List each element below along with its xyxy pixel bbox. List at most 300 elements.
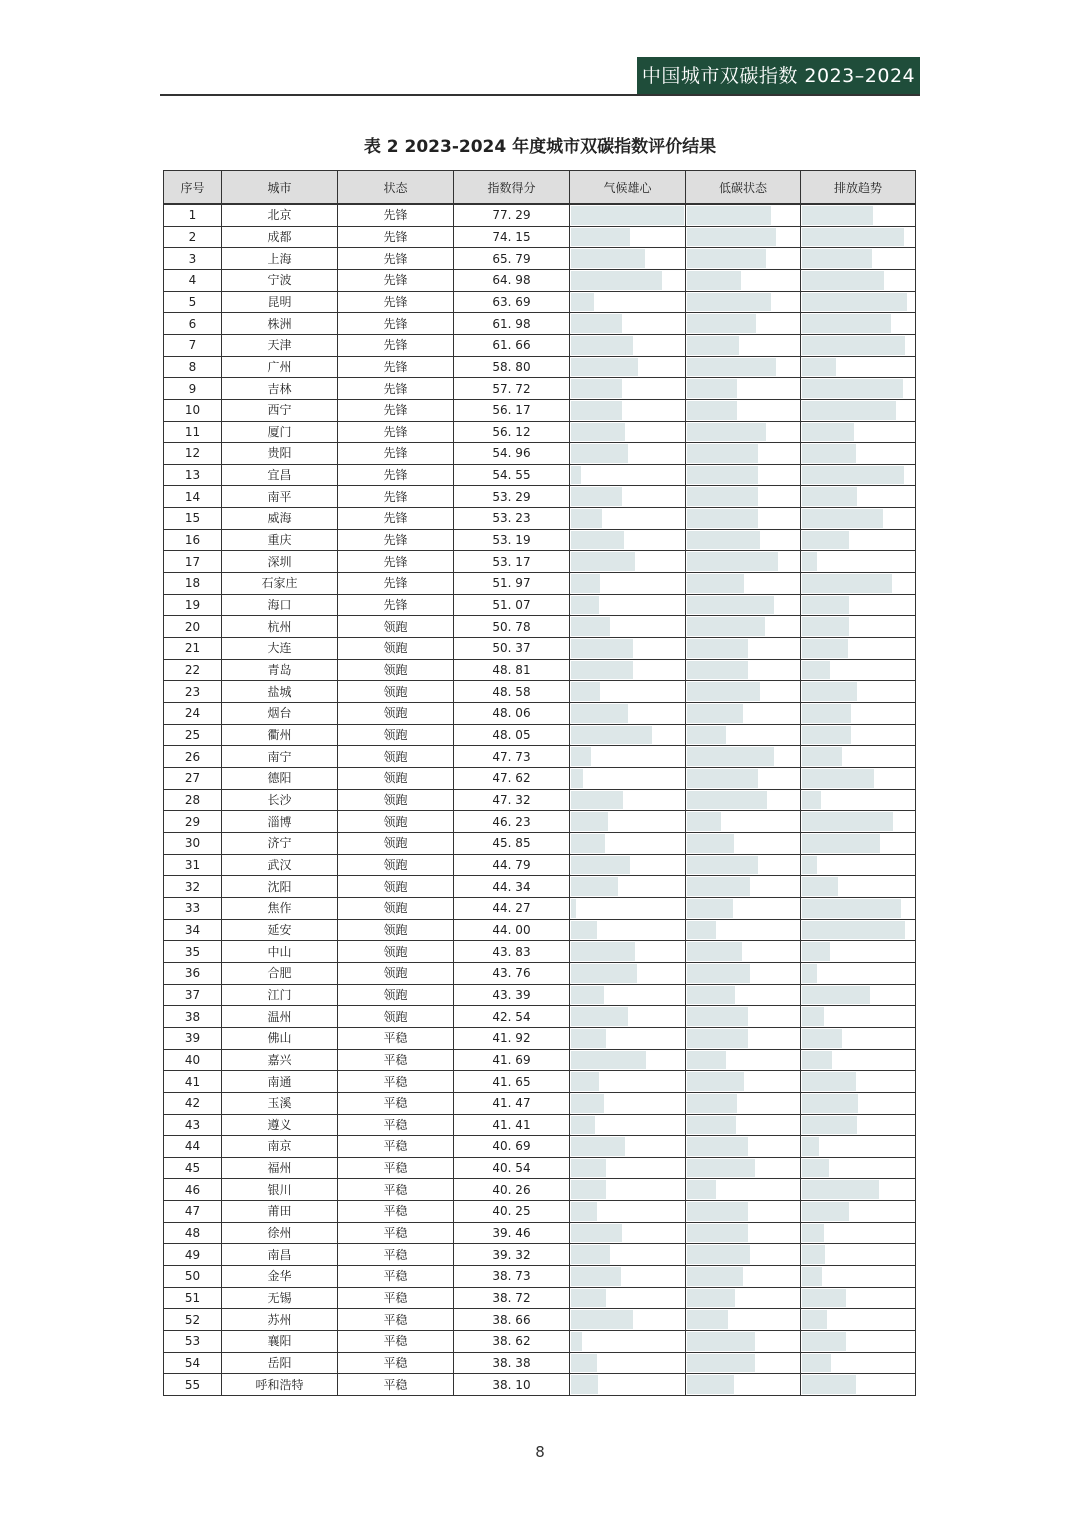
row-index: 16 <box>164 529 222 551</box>
climate-ambition-bar-cell <box>570 508 686 530</box>
emission-trend-bar-cell <box>801 1352 916 1374</box>
low-carbon-status-bar-cell <box>686 1049 801 1071</box>
row-city: 衢州 <box>222 724 338 746</box>
row-status: 平稳 <box>338 1266 454 1288</box>
climate-ambition-bar-cell <box>570 659 686 681</box>
row-city: 贵阳 <box>222 443 338 465</box>
table-row <box>164 1092 916 1114</box>
row-score: 43. 39 <box>454 984 570 1006</box>
table-row <box>164 204 916 226</box>
climate-ambition-bar-cell <box>570 724 686 746</box>
row-city: 重庆 <box>222 529 338 551</box>
emission-trend-bar-cell <box>801 1092 916 1114</box>
emission-trend-bar <box>802 747 842 766</box>
row-status: 平稳 <box>338 1157 454 1179</box>
climate-ambition-bar-cell <box>570 1071 686 1093</box>
climate-ambition-bar <box>571 964 637 983</box>
row-index: 45 <box>164 1157 222 1179</box>
emission-trend-bar <box>802 401 896 420</box>
row-city: 无锡 <box>222 1287 338 1309</box>
row-city: 襄阳 <box>222 1331 338 1353</box>
low-carbon-status-bar-cell <box>686 291 801 313</box>
climate-ambition-bar <box>571 1116 595 1135</box>
row-city: 烟台 <box>222 703 338 725</box>
low-carbon-status-bar <box>687 574 744 593</box>
low-carbon-status-bar-cell <box>686 1309 801 1331</box>
row-city: 金华 <box>222 1266 338 1288</box>
row-score: 45. 85 <box>454 832 570 854</box>
row-score: 41. 47 <box>454 1092 570 1114</box>
row-status: 平稳 <box>338 1027 454 1049</box>
table-row <box>164 551 916 573</box>
emission-trend-bar-cell <box>801 334 916 356</box>
emission-trend-bar-cell <box>801 1266 916 1288</box>
low-carbon-status-bar <box>687 401 737 420</box>
row-score: 44. 79 <box>454 854 570 876</box>
climate-ambition-bar <box>571 726 652 745</box>
row-index: 14 <box>164 486 222 508</box>
row-status: 领跑 <box>338 984 454 1006</box>
row-status: 先锋 <box>338 529 454 551</box>
climate-ambition-bar <box>571 1180 606 1199</box>
row-city: 昆明 <box>222 291 338 313</box>
low-carbon-status-bar <box>687 1029 748 1048</box>
climate-ambition-bar <box>571 639 633 658</box>
emission-trend-bar-cell <box>801 1331 916 1353</box>
table-row <box>164 594 916 616</box>
low-carbon-status-bar-cell <box>686 1114 801 1136</box>
column-header-index: 序号 <box>164 171 222 205</box>
row-status: 领跑 <box>338 962 454 984</box>
climate-ambition-bar <box>571 1245 610 1264</box>
low-carbon-status-bar <box>687 639 748 658</box>
table-row <box>164 1244 916 1266</box>
table-row <box>164 421 916 443</box>
low-carbon-status-bar-cell <box>686 269 801 291</box>
row-city: 岳阳 <box>222 1352 338 1374</box>
emission-trend-bar <box>802 1202 849 1221</box>
row-index: 54 <box>164 1352 222 1374</box>
table-row <box>164 941 916 963</box>
table-row <box>164 291 916 313</box>
climate-ambition-bar <box>571 747 591 766</box>
table-row <box>164 724 916 746</box>
low-carbon-status-bar-cell <box>686 832 801 854</box>
low-carbon-status-bar <box>687 358 776 377</box>
row-index: 38 <box>164 1006 222 1028</box>
row-city: 南通 <box>222 1071 338 1093</box>
row-city: 温州 <box>222 1006 338 1028</box>
low-carbon-status-bar-cell <box>686 1374 801 1396</box>
row-city: 威海 <box>222 508 338 530</box>
emission-trend-bar-cell <box>801 508 916 530</box>
emission-trend-bar-cell <box>801 789 916 811</box>
row-index: 50 <box>164 1266 222 1288</box>
row-city: 南平 <box>222 486 338 508</box>
row-index: 6 <box>164 313 222 335</box>
row-city: 济宁 <box>222 832 338 854</box>
row-index: 15 <box>164 508 222 530</box>
row-index: 40 <box>164 1049 222 1071</box>
climate-ambition-bar-cell <box>570 919 686 941</box>
row-status: 平稳 <box>338 1201 454 1223</box>
low-carbon-status-bar <box>687 1116 736 1135</box>
emission-trend-bar-cell <box>801 464 916 486</box>
emission-trend-bar-cell <box>801 1309 916 1331</box>
emission-trend-bar-cell <box>801 876 916 898</box>
row-status: 平稳 <box>338 1179 454 1201</box>
emission-trend-bar <box>802 1094 858 1113</box>
table-row <box>164 854 916 876</box>
row-score: 44. 34 <box>454 876 570 898</box>
low-carbon-status-bar-cell <box>686 1071 801 1093</box>
low-carbon-status-bar-cell <box>686 768 801 790</box>
climate-ambition-bar <box>571 358 638 377</box>
row-status: 领跑 <box>338 876 454 898</box>
table-row <box>164 1049 916 1071</box>
row-score: 43. 76 <box>454 962 570 984</box>
row-status: 领跑 <box>338 854 454 876</box>
row-score: 48. 05 <box>454 724 570 746</box>
climate-ambition-bar <box>571 401 622 420</box>
low-carbon-status-bar <box>687 314 756 333</box>
emission-trend-bar-cell <box>801 1049 916 1071</box>
row-status: 领跑 <box>338 811 454 833</box>
table-row <box>164 1157 916 1179</box>
low-carbon-status-bar <box>687 856 758 875</box>
low-carbon-status-bar <box>687 423 766 442</box>
row-status: 先锋 <box>338 443 454 465</box>
emission-trend-bar <box>802 1289 846 1308</box>
table-row <box>164 1266 916 1288</box>
climate-ambition-bar <box>571 1051 646 1070</box>
row-score: 63. 69 <box>454 291 570 313</box>
climate-ambition-bar <box>571 552 635 571</box>
climate-ambition-bar-cell <box>570 421 686 443</box>
row-index: 26 <box>164 746 222 768</box>
emission-trend-bar <box>802 596 849 615</box>
table-row <box>164 1287 916 1309</box>
emission-trend-bar-cell <box>801 313 916 335</box>
row-city: 武汉 <box>222 854 338 876</box>
row-index: 36 <box>164 962 222 984</box>
row-index: 21 <box>164 638 222 660</box>
emission-trend-bar <box>802 531 849 550</box>
table-header-row <box>164 171 916 205</box>
table-row <box>164 378 916 400</box>
emission-trend-bar <box>802 379 903 398</box>
column-header-status: 状态 <box>338 171 454 205</box>
table-row <box>164 1352 916 1374</box>
emission-trend-bar-cell <box>801 1287 916 1309</box>
row-status: 先锋 <box>338 356 454 378</box>
low-carbon-status-bar <box>687 552 778 571</box>
low-carbon-status-bar-cell <box>686 919 801 941</box>
climate-ambition-bar <box>571 574 600 593</box>
low-carbon-status-bar <box>687 661 748 680</box>
climate-ambition-bar-cell <box>570 464 686 486</box>
climate-ambition-bar-cell <box>570 378 686 400</box>
row-index: 8 <box>164 356 222 378</box>
low-carbon-status-bar <box>687 1051 726 1070</box>
row-score: 41. 41 <box>454 1114 570 1136</box>
low-carbon-status-bar <box>687 444 758 463</box>
low-carbon-status-bar <box>687 769 758 788</box>
climate-ambition-bar <box>571 1310 633 1329</box>
row-status: 先锋 <box>338 399 454 421</box>
low-carbon-status-bar-cell <box>686 226 801 248</box>
climate-ambition-bar <box>571 1332 582 1351</box>
low-carbon-status-bar <box>687 964 750 983</box>
row-score: 40. 25 <box>454 1201 570 1223</box>
climate-ambition-bar <box>571 596 599 615</box>
climate-ambition-bar-cell <box>570 962 686 984</box>
row-index: 30 <box>164 832 222 854</box>
climate-ambition-bar <box>571 1375 598 1394</box>
low-carbon-status-bar <box>687 1202 748 1221</box>
emission-trend-bar <box>802 293 907 312</box>
row-city: 长沙 <box>222 789 338 811</box>
row-index: 22 <box>164 659 222 681</box>
climate-ambition-bar-cell <box>570 1114 686 1136</box>
low-carbon-status-bar-cell <box>686 334 801 356</box>
row-score: 51. 97 <box>454 573 570 595</box>
low-carbon-status-bar-cell <box>686 551 801 573</box>
row-score: 58. 80 <box>454 356 570 378</box>
row-score: 38. 38 <box>454 1352 570 1374</box>
low-carbon-status-bar-cell <box>686 1201 801 1223</box>
climate-ambition-bar-cell <box>570 1309 686 1331</box>
row-city: 呼和浩特 <box>222 1374 338 1396</box>
column-header-emission-trend: 排放趋势 <box>801 171 916 205</box>
row-city: 玉溪 <box>222 1092 338 1114</box>
emission-trend-bar <box>802 466 904 485</box>
climate-ambition-bar <box>571 228 630 247</box>
low-carbon-status-bar-cell <box>686 248 801 270</box>
row-city: 银川 <box>222 1179 338 1201</box>
row-score: 41. 65 <box>454 1071 570 1093</box>
table-row <box>164 248 916 270</box>
low-carbon-status-bar <box>687 921 716 940</box>
row-index: 53 <box>164 1331 222 1353</box>
emission-trend-bar <box>802 336 905 355</box>
climate-ambition-bar <box>571 293 594 312</box>
row-index: 48 <box>164 1222 222 1244</box>
row-city: 上海 <box>222 248 338 270</box>
emission-trend-bar-cell <box>801 204 916 226</box>
emission-trend-bar <box>802 228 904 247</box>
row-score: 38. 72 <box>454 1287 570 1309</box>
table-row <box>164 919 916 941</box>
emission-trend-bar-cell <box>801 811 916 833</box>
row-index: 10 <box>164 399 222 421</box>
column-header-low-carbon-status: 低碳状态 <box>686 171 801 205</box>
emission-trend-bar <box>802 856 817 875</box>
low-carbon-status-bar-cell <box>686 1331 801 1353</box>
table-row <box>164 1201 916 1223</box>
emission-trend-bar-cell <box>801 1006 916 1028</box>
row-score: 53. 23 <box>454 508 570 530</box>
row-status: 领跑 <box>338 768 454 790</box>
emission-trend-bar <box>802 1029 842 1048</box>
table-row <box>164 1222 916 1244</box>
row-status: 先锋 <box>338 291 454 313</box>
low-carbon-status-bar-cell <box>686 1287 801 1309</box>
low-carbon-status-bar-cell <box>686 659 801 681</box>
low-carbon-status-bar <box>687 942 742 961</box>
row-index: 4 <box>164 269 222 291</box>
row-index: 17 <box>164 551 222 573</box>
table-row <box>164 508 916 530</box>
page-number: 8 <box>535 1443 545 1461</box>
low-carbon-status-bar <box>687 509 758 528</box>
emission-trend-bar-cell <box>801 1201 916 1223</box>
emission-trend-bar-cell <box>801 659 916 681</box>
emission-trend-bar <box>802 986 870 1005</box>
row-index: 12 <box>164 443 222 465</box>
row-index: 34 <box>164 919 222 941</box>
low-carbon-status-bar-cell <box>686 1092 801 1114</box>
table-row <box>164 984 916 1006</box>
climate-ambition-bar <box>571 271 662 290</box>
low-carbon-status-bar <box>687 877 750 896</box>
row-status: 领跑 <box>338 703 454 725</box>
emission-trend-bar <box>802 942 830 961</box>
low-carbon-status-bar <box>687 1224 748 1243</box>
emission-trend-bar <box>802 487 857 506</box>
emission-trend-bar <box>802 877 838 896</box>
row-status: 平稳 <box>338 1114 454 1136</box>
low-carbon-status-bar-cell <box>686 1179 801 1201</box>
emission-trend-bar <box>802 552 817 571</box>
climate-ambition-bar-cell <box>570 1006 686 1028</box>
emission-trend-bar-cell <box>801 1027 916 1049</box>
row-city: 宜昌 <box>222 464 338 486</box>
low-carbon-status-bar-cell <box>686 681 801 703</box>
low-carbon-status-bar <box>687 1354 755 1373</box>
row-score: 48. 58 <box>454 681 570 703</box>
row-score: 61. 98 <box>454 313 570 335</box>
climate-ambition-bar <box>571 444 628 463</box>
climate-ambition-bar-cell <box>570 269 686 291</box>
emission-trend-bar-cell <box>801 551 916 573</box>
row-index: 7 <box>164 334 222 356</box>
emission-trend-bar-cell <box>801 616 916 638</box>
climate-ambition-bar <box>571 1267 621 1286</box>
row-score: 40. 54 <box>454 1157 570 1179</box>
climate-ambition-bar-cell <box>570 768 686 790</box>
row-index: 9 <box>164 378 222 400</box>
low-carbon-status-bar <box>687 249 766 268</box>
row-score: 51. 07 <box>454 594 570 616</box>
emission-trend-bar-cell <box>801 746 916 768</box>
low-carbon-status-bar <box>687 812 721 831</box>
climate-ambition-bar-cell <box>570 1179 686 1201</box>
row-index: 29 <box>164 811 222 833</box>
emission-trend-bar-cell <box>801 941 916 963</box>
row-index: 42 <box>164 1092 222 1114</box>
climate-ambition-bar-cell <box>570 443 686 465</box>
table-row <box>164 1179 916 1201</box>
table-row <box>164 1027 916 1049</box>
row-city: 杭州 <box>222 616 338 638</box>
emission-trend-bar <box>802 921 905 940</box>
emission-trend-bar <box>802 1354 831 1373</box>
climate-ambition-bar-cell <box>570 616 686 638</box>
climate-ambition-bar <box>571 466 581 485</box>
row-city: 南京 <box>222 1136 338 1158</box>
row-score: 53. 19 <box>454 529 570 551</box>
row-score: 39. 46 <box>454 1222 570 1244</box>
climate-ambition-bar-cell <box>570 681 686 703</box>
climate-ambition-bar-cell <box>570 1049 686 1071</box>
row-index: 5 <box>164 291 222 313</box>
climate-ambition-bar <box>571 617 610 636</box>
low-carbon-status-bar-cell <box>686 464 801 486</box>
row-score: 40. 69 <box>454 1136 570 1158</box>
row-city: 佛山 <box>222 1027 338 1049</box>
emission-trend-bar <box>802 1007 824 1026</box>
low-carbon-status-bar <box>687 1245 750 1264</box>
row-score: 53. 17 <box>454 551 570 573</box>
table-row <box>164 399 916 421</box>
low-carbon-status-bar <box>687 336 739 355</box>
emission-trend-bar <box>802 1116 857 1135</box>
climate-ambition-bar-cell <box>570 551 686 573</box>
climate-ambition-bar <box>571 1007 628 1026</box>
emission-trend-bar-cell <box>801 768 916 790</box>
climate-ambition-bar-cell <box>570 529 686 551</box>
climate-ambition-bar-cell <box>570 486 686 508</box>
emission-trend-bar <box>802 1245 825 1264</box>
emission-trend-bar-cell <box>801 378 916 400</box>
row-index: 55 <box>164 1374 222 1396</box>
low-carbon-status-bar-cell <box>686 594 801 616</box>
row-index: 11 <box>164 421 222 443</box>
row-score: 38. 62 <box>454 1331 570 1353</box>
low-carbon-status-bar-cell <box>686 1352 801 1374</box>
emission-trend-bar <box>802 1137 819 1156</box>
row-score: 54. 55 <box>454 464 570 486</box>
emission-trend-bar <box>802 1159 829 1178</box>
table-row <box>164 1071 916 1093</box>
row-city: 北京 <box>222 204 338 226</box>
row-score: 43. 83 <box>454 941 570 963</box>
climate-ambition-bar-cell <box>570 1027 686 1049</box>
emission-trend-bar-cell <box>801 1179 916 1201</box>
table-row <box>164 811 916 833</box>
row-index: 44 <box>164 1136 222 1158</box>
emission-trend-bar <box>802 769 874 788</box>
emission-trend-bar-cell <box>801 832 916 854</box>
row-score: 38. 10 <box>454 1374 570 1396</box>
low-carbon-status-bar-cell <box>686 789 801 811</box>
climate-ambition-bar <box>571 856 630 875</box>
climate-ambition-bar <box>571 379 622 398</box>
low-carbon-status-bar-cell <box>686 378 801 400</box>
row-city: 福州 <box>222 1157 338 1179</box>
low-carbon-status-bar-cell <box>686 638 801 660</box>
emission-trend-bar-cell <box>801 1114 916 1136</box>
row-index: 32 <box>164 876 222 898</box>
climate-ambition-bar <box>571 942 635 961</box>
climate-ambition-bar <box>571 1029 606 1048</box>
low-carbon-status-bar <box>687 704 743 723</box>
low-carbon-status-bar-cell <box>686 313 801 335</box>
row-status: 先锋 <box>338 508 454 530</box>
low-carbon-status-bar <box>687 1094 737 1113</box>
row-score: 40. 26 <box>454 1179 570 1201</box>
